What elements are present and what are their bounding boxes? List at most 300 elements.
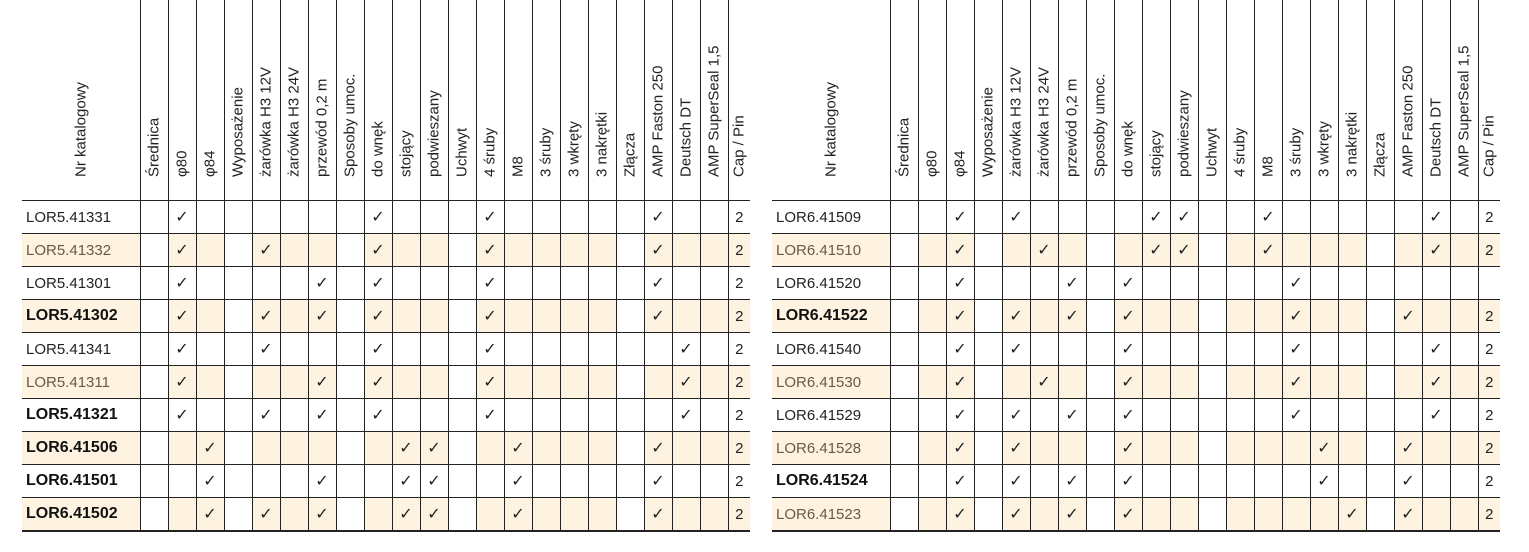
column-header-label: Wyposażenie [979,87,997,177]
column-header [772,0,890,201]
check-cell [476,201,504,234]
check-cell [364,234,392,267]
check-cell [168,300,196,333]
check-cell [1450,498,1478,532]
check-cell [1366,267,1394,300]
check-cell [504,267,532,300]
column-header [476,0,504,201]
check-cell [1254,399,1282,432]
check-cell [1198,366,1226,399]
check-cell [448,234,476,267]
checkmark-icon: ✓ [175,306,189,325]
column-header-label: Sposoby umoc. [1091,73,1109,177]
check-cell [336,399,364,432]
check-cell [280,432,308,465]
check-cell [1170,201,1198,234]
check-cell [1086,366,1114,399]
column-header-label: AMP SuperSeal 1,5 [705,45,723,177]
check-cell [1254,366,1282,399]
column-header [1450,0,1478,201]
check-cell [616,300,644,333]
column-header-label: Deutsch DT [677,97,695,177]
column-header-label: Uchwyt [453,127,471,177]
check-cell [1310,201,1338,234]
check-cell [1366,432,1394,465]
check-cell [1422,366,1450,399]
checkmark-icon: ✓ [1121,273,1135,292]
column-header [392,0,420,201]
check-cell [532,333,560,366]
check-cell [1366,234,1394,267]
check-cell [946,333,974,366]
column-header-label: Złącza [1371,132,1389,177]
table-row [22,201,750,234]
checkmark-icon: ✓ [427,471,441,490]
check-cell [974,366,1002,399]
check-cell [532,267,560,300]
checkmark-icon: ✓ [1149,240,1163,259]
check-cell [448,465,476,498]
check-cell [1422,267,1450,300]
check-cell [918,267,946,300]
check-cell [1002,366,1030,399]
catalog-number: LOR6.41522 [772,300,890,333]
check-cell [890,366,918,399]
check-cell [560,234,588,267]
check-cell [420,201,448,234]
checkmark-icon: ✓ [679,339,693,358]
check-cell [336,234,364,267]
check-cell [588,399,616,432]
column-header-label: φ84 [951,150,969,177]
column-header-label: Złącza [621,132,639,177]
checkmark-icon: ✓ [953,471,967,490]
check-cell [1254,267,1282,300]
check-cell [560,366,588,399]
check-cell [280,300,308,333]
check-cell [1170,432,1198,465]
check-cell [700,201,728,234]
check-cell [1310,432,1338,465]
check-cell [672,333,700,366]
check-cell [560,399,588,432]
checkmark-icon: ✓ [175,405,189,424]
check-cell [1030,300,1058,333]
check-cell [420,465,448,498]
check-cell [308,333,336,366]
check-cell [280,498,308,532]
check-cell [1086,465,1114,498]
check-cell [140,234,168,267]
table-row [22,300,750,333]
checkmark-icon: ✓ [953,405,967,424]
checkmark-icon: ✓ [175,207,189,226]
column-header [1254,0,1282,201]
column-header-label: stojący [397,130,415,177]
check-cell [448,366,476,399]
checkmark-icon: ✓ [371,273,385,292]
check-cell [672,399,700,432]
column-header-label: φ80 [923,150,941,177]
checkmark-icon: ✓ [483,405,497,424]
check-cell [672,234,700,267]
check-cell [1114,267,1142,300]
checkmark-icon: ✓ [1037,372,1051,391]
cap-pin-cell: 2 [1478,366,1500,399]
column-header-label: do wnęk [1119,121,1137,177]
check-cell [364,300,392,333]
check-cell [1282,300,1310,333]
checkmark-icon: ✓ [483,273,497,292]
checkmark-icon: ✓ [1401,471,1415,490]
column-header-label: żarówka H3 12V [257,66,275,177]
check-cell [1226,234,1254,267]
checkmark-icon: ✓ [1317,438,1331,457]
check-cell [1142,300,1170,333]
table-row [772,399,1500,432]
checkmark-icon: ✓ [953,240,967,259]
column-header-label: M8 [509,156,527,177]
check-cell [168,366,196,399]
check-cell [336,432,364,465]
check-cell [1114,300,1142,333]
check-cell [224,267,252,300]
check-cell [280,201,308,234]
check-cell [1394,432,1422,465]
checkmark-icon: ✓ [1009,471,1023,490]
check-cell [1142,333,1170,366]
check-cell [420,399,448,432]
check-cell [1058,333,1086,366]
checkmark-icon: ✓ [651,504,665,523]
checkmark-icon: ✓ [371,339,385,358]
checkmark-icon: ✓ [399,471,413,490]
checkmark-icon: ✓ [427,438,441,457]
check-cell [1310,366,1338,399]
table-row [22,333,750,366]
check-cell [974,234,1002,267]
column-header [252,0,280,201]
cap-pin-cell: 2 [728,201,750,234]
checkmark-icon: ✓ [175,372,189,391]
cap-pin-cell: 2 [728,267,750,300]
check-cell [1282,333,1310,366]
check-cell [308,201,336,234]
check-cell [1198,498,1226,532]
checkmark-icon: ✓ [651,273,665,292]
check-cell [308,267,336,300]
check-cell [168,399,196,432]
check-cell [700,432,728,465]
checkmark-icon: ✓ [371,405,385,424]
checkmark-icon: ✓ [315,405,329,424]
check-cell [196,498,224,532]
check-cell [1002,300,1030,333]
cap-pin-cell: 2 [728,366,750,399]
check-cell [224,201,252,234]
checkmark-icon: ✓ [483,372,497,391]
check-cell [252,399,280,432]
checkmark-icon: ✓ [371,240,385,259]
check-cell [140,399,168,432]
column-header-label: żarówka H3 12V [1007,66,1025,177]
column-header [1058,0,1086,201]
check-cell [224,432,252,465]
cap-pin-cell: 2 [728,300,750,333]
check-cell [1310,333,1338,366]
checkmark-icon: ✓ [1009,438,1023,457]
check-cell [476,432,504,465]
check-cell [224,234,252,267]
table-row [772,498,1500,532]
checkmark-icon: ✓ [315,504,329,523]
catalog-number: LOR5.41302 [22,300,140,333]
check-cell [974,333,1002,366]
check-cell [1366,399,1394,432]
check-cell [644,234,672,267]
check-cell [1142,432,1170,465]
checkmark-icon: ✓ [371,372,385,391]
check-cell [1114,201,1142,234]
check-cell [1030,333,1058,366]
check-cell [168,234,196,267]
check-cell [364,498,392,532]
check-cell [1086,498,1114,532]
catalog-number: LOR6.41530 [772,366,890,399]
checkmark-icon: ✓ [399,438,413,457]
check-cell [1310,465,1338,498]
check-cell [140,498,168,532]
check-cell [196,366,224,399]
check-cell [252,234,280,267]
check-cell [616,234,644,267]
column-header-label: Sposoby umoc. [341,73,359,177]
check-cell [168,201,196,234]
catalog-number: LOR6.41506 [22,432,140,465]
check-cell [644,465,672,498]
checkmark-icon: ✓ [315,372,329,391]
column-header [588,0,616,201]
checkmark-icon: ✓ [1121,372,1135,391]
checkmark-icon: ✓ [1429,339,1443,358]
check-cell [644,498,672,532]
checkmark-icon: ✓ [399,504,413,523]
check-cell [308,300,336,333]
check-cell [224,333,252,366]
column-header [1422,0,1450,201]
checkmark-icon: ✓ [953,207,967,226]
check-cell [672,300,700,333]
check-cell [946,267,974,300]
check-cell [946,432,974,465]
checkmark-icon: ✓ [175,273,189,292]
check-cell [1030,399,1058,432]
check-cell [1338,366,1366,399]
checkmark-icon: ✓ [1149,207,1163,226]
check-cell [1142,465,1170,498]
column-header [1002,0,1030,201]
check-cell [644,432,672,465]
check-cell [946,399,974,432]
check-cell [252,333,280,366]
check-cell [1338,399,1366,432]
check-cell [140,201,168,234]
check-cell [560,201,588,234]
table-row [772,366,1500,399]
check-cell [1338,432,1366,465]
column-header-label: AMP Faston 250 [1399,65,1417,177]
check-cell [1002,201,1030,234]
check-cell [224,465,252,498]
check-cell [1114,366,1142,399]
checkmark-icon: ✓ [1037,240,1051,259]
check-cell [1086,432,1114,465]
column-header-label: AMP Faston 250 [649,65,667,177]
check-cell [946,201,974,234]
check-cell [1226,267,1254,300]
check-cell [560,333,588,366]
check-cell [1058,201,1086,234]
check-cell [1198,465,1226,498]
check-cell [1226,201,1254,234]
checkmark-icon: ✓ [651,306,665,325]
check-cell [1310,300,1338,333]
check-cell [1170,300,1198,333]
checkmark-icon: ✓ [1401,306,1415,325]
check-cell [280,399,308,432]
check-cell [1198,432,1226,465]
check-cell [1226,498,1254,532]
check-cell [560,267,588,300]
checkmark-icon: ✓ [427,504,441,523]
column-header [448,0,476,201]
checkmark-icon: ✓ [1009,306,1023,325]
column-header-label: żarówka H3 24V [1035,66,1053,177]
column-header [224,0,252,201]
column-header-label: Wyposażenie [229,87,247,177]
check-cell [1338,201,1366,234]
check-cell [504,366,532,399]
cap-pin-cell: 2 [728,333,750,366]
check-cell [1394,201,1422,234]
check-cell [1226,333,1254,366]
column-header [644,0,672,201]
check-cell [224,498,252,532]
check-cell [280,267,308,300]
checkmark-icon: ✓ [175,240,189,259]
check-cell [918,432,946,465]
check-cell [168,465,196,498]
table-row [772,201,1500,234]
checkmark-icon: ✓ [203,438,217,457]
check-cell [504,300,532,333]
checkmark-icon: ✓ [1177,207,1191,226]
check-cell [1254,498,1282,532]
check-cell [1254,465,1282,498]
check-cell [1282,399,1310,432]
check-cell [1198,267,1226,300]
check-cell [1366,465,1394,498]
check-cell [700,333,728,366]
check-cell [196,234,224,267]
check-cell [1198,300,1226,333]
check-cell [974,399,1002,432]
check-cell [1170,498,1198,532]
cap-pin-cell: 2 [1478,498,1500,532]
check-cell [1142,366,1170,399]
table-row [772,267,1500,300]
check-cell [364,432,392,465]
check-cell [644,333,672,366]
check-cell [392,399,420,432]
column-header-label: Uchwyt [1203,127,1221,177]
column-header [974,0,1002,201]
cap-pin-cell: 2 [1478,201,1500,234]
check-cell [588,432,616,465]
check-cell [1338,333,1366,366]
check-cell [448,399,476,432]
column-header-label: φ84 [201,150,219,177]
checkmark-icon: ✓ [1009,339,1023,358]
check-cell [890,432,918,465]
table-row [772,300,1500,333]
check-cell [1450,465,1478,498]
check-cell [1030,267,1058,300]
column-header-label: Deutsch DT [1427,97,1445,177]
check-cell [1366,498,1394,532]
column-header-label: φ80 [173,150,191,177]
check-cell [308,399,336,432]
check-cell [1030,498,1058,532]
column-header-label: do wnęk [369,121,387,177]
check-cell [448,300,476,333]
column-header-label: Nr katalogowy [822,81,840,177]
check-cell [700,465,728,498]
check-cell [168,267,196,300]
column-header-label: 3 śruby [1287,127,1305,177]
checkmark-icon: ✓ [315,471,329,490]
column-header [1366,0,1394,201]
check-cell [420,333,448,366]
check-cell [336,366,364,399]
check-cell [532,498,560,532]
check-cell [308,366,336,399]
checkmark-icon: ✓ [511,471,525,490]
check-cell [1058,300,1086,333]
check-cell [1086,333,1114,366]
checkmark-icon: ✓ [953,372,967,391]
check-cell [616,366,644,399]
cap-pin-cell: 2 [1478,399,1500,432]
catalog-number: LOR5.41341 [22,333,140,366]
check-cell [1170,234,1198,267]
column-header-label: 3 nakrętki [1343,111,1361,177]
check-cell [1170,399,1198,432]
check-cell [700,399,728,432]
checkmark-icon: ✓ [1317,471,1331,490]
checkmark-icon: ✓ [511,438,525,457]
check-cell [616,498,644,532]
check-cell [1030,234,1058,267]
catalog-number: LOR6.41520 [772,267,890,300]
checkmark-icon: ✓ [259,306,273,325]
check-cell [504,234,532,267]
check-cell [1422,465,1450,498]
cap-pin-cell [1478,267,1500,300]
check-cell [532,465,560,498]
check-cell [224,300,252,333]
table-row [22,498,750,532]
